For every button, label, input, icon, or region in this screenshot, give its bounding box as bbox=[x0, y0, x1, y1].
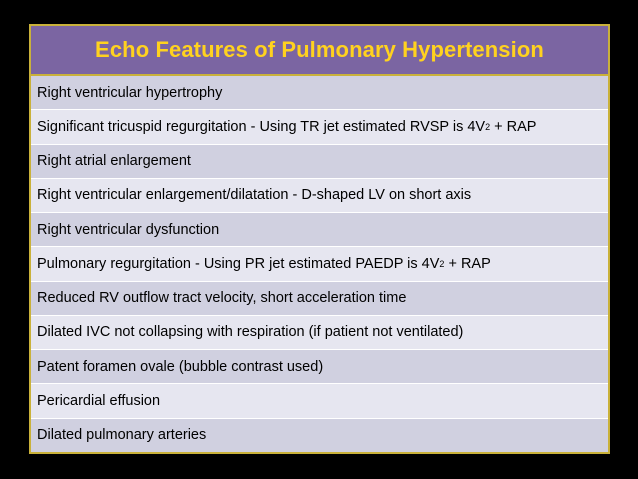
table-row bbox=[31, 282, 608, 316]
row-text: Right ventricular enlargement/dilatation - D-shaped LV on short axis bbox=[37, 187, 472, 204]
table-row bbox=[31, 419, 608, 452]
table-row: Significant tricuspid regurgitation - Using TR jet estimated RVSP is 4V 2 + RAP bbox=[31, 110, 608, 144]
table-row bbox=[31, 213, 608, 247]
table-row bbox=[31, 76, 608, 110]
row-text: Pulmonary regurgitation - Using PR jet estimated PAEDP is 4V bbox=[37, 255, 440, 272]
row-text: Right atrial enlargement bbox=[37, 153, 191, 170]
row-text: Right ventricular dysfunction bbox=[37, 221, 220, 238]
table-row bbox=[31, 316, 608, 350]
row-text: Pericardial effusion bbox=[37, 393, 161, 410]
row-text: Dilated pulmonary arteries bbox=[37, 427, 207, 444]
features-table bbox=[29, 24, 610, 454]
table-body bbox=[31, 76, 608, 452]
table-row bbox=[31, 350, 608, 384]
row-text-suffix: + RAP bbox=[490, 118, 537, 135]
table-row bbox=[31, 179, 608, 213]
table-row bbox=[31, 384, 608, 418]
row-text: Right ventricular hypertrophy bbox=[37, 84, 223, 101]
table-row bbox=[31, 145, 608, 179]
row-text: Dilated IVC not collapsing with respiration (if patient not ventilated) bbox=[37, 324, 464, 341]
row-text: Patent foramen ovale (bubble contrast used) bbox=[37, 358, 324, 375]
row-text-suffix: + RAP bbox=[444, 255, 491, 272]
row-text: Significant tricuspid regurgitation - Using TR jet estimated RVSP is 4V bbox=[37, 118, 486, 135]
table-row: Pulmonary regurgitation - Using PR jet estimated PAEDP is 4V 2 + RAP bbox=[31, 247, 608, 281]
slide-title: Echo Features of Pulmonary Hypertension bbox=[95, 37, 544, 62]
row-text: Reduced RV outflow tract velocity, short acceleration time bbox=[37, 290, 407, 307]
table-header bbox=[31, 26, 608, 76]
